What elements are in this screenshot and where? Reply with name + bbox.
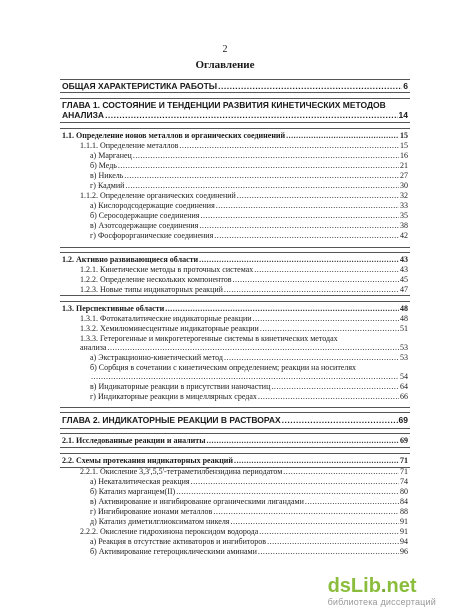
toc-entry-text: 1.1.2. Определение органических соединений [80, 191, 236, 200]
toc-entry[interactable] [90, 477, 408, 486]
toc-chapter-1-line-2[interactable] [62, 111, 408, 120]
toc-entry-text: д) Катализ диметилглиоксиматом никеля [90, 517, 230, 526]
toc-entry-page: 15 [400, 141, 408, 150]
toc-entry[interactable] [90, 487, 408, 496]
toc-entry-text: а) Реакция в отсутствие активаторов и ингибиторов [90, 537, 267, 546]
toc-entry[interactable] [80, 191, 408, 200]
toc-entry[interactable] [90, 211, 408, 220]
divider [60, 92, 410, 93]
toc-entry-page: 27 [400, 171, 408, 180]
toc-entry-page: 48 [400, 314, 408, 323]
toc-chapter-1-line-1[interactable]: ГЛАВА 1. СОСТОЯНИЕ И ТЕНДЕНЦИИ РАЗВИТИЯ КИНЕТИЧЕСКИХ МЕТОДОВ [62, 100, 386, 110]
toc-entry-page: 96 [400, 547, 408, 556]
toc-entry[interactable] [80, 275, 408, 284]
toc-entry[interactable] [80, 314, 408, 323]
toc-entry-page: 38 [400, 221, 408, 230]
toc-entry-text: а) Марганец [90, 151, 132, 160]
toc-entry-page: 33 [400, 201, 408, 210]
toc-entry-text: в) Азотсодержащие соединения [90, 221, 199, 230]
divider [60, 433, 410, 434]
document-title: Оглавление [195, 59, 255, 71]
watermark-subtitle: библиотека диссертаций [327, 597, 436, 607]
toc-entry-page: 53 [400, 353, 408, 362]
toc-entry[interactable] [90, 497, 408, 506]
divider [60, 295, 410, 296]
divider [60, 453, 410, 454]
toc-entry[interactable] [80, 265, 408, 274]
toc-entry[interactable] [90, 151, 408, 160]
divider [60, 98, 410, 99]
toc-entry-sorption-line-2[interactable] [90, 372, 408, 381]
toc-entry-page: 64 [400, 382, 408, 391]
toc-entry[interactable] [90, 382, 408, 391]
toc-entry[interactable] [90, 231, 408, 240]
watermark-logo [328, 575, 436, 597]
toc-entry-page: 6 [403, 81, 408, 91]
toc-entry[interactable] [90, 181, 408, 190]
toc-entry[interactable] [90, 537, 408, 546]
toc-entry-text: в) Никель [90, 171, 124, 180]
toc-entry-page: 14 [398, 110, 408, 120]
divider [60, 128, 410, 129]
toc-entry-text: 1.3. Перспективные области [62, 304, 165, 313]
toc-entry-page: 15 [400, 131, 408, 140]
divider [60, 79, 410, 80]
toc-entry-text: г) Кадмий [90, 181, 125, 190]
watermark-logo-tld: net [386, 575, 417, 597]
toc-entry-page: 69 [400, 436, 408, 445]
toc-entry[interactable] [90, 171, 408, 180]
toc-entry-text: б) Серосодержащие соединения [90, 211, 200, 220]
toc-entry[interactable] [90, 353, 408, 362]
toc-entry[interactable] [90, 221, 408, 230]
toc-entry-text: 2.1. Исследованные реакции и аналиты [62, 436, 206, 445]
toc-entry[interactable] [90, 517, 408, 526]
toc-entry-text: АНАЛИЗА [62, 110, 105, 120]
toc-entry-text: в) Индикаторные реакции в присутствии наночастиц [90, 382, 271, 391]
toc-entry-text: анализа [80, 343, 107, 352]
toc-entry-page: 66 [400, 392, 408, 401]
toc-entry-page: 53 [400, 343, 408, 352]
toc-entry-text: 1.3.1. Фотокаталитические индикаторные реакции [80, 314, 252, 323]
toc-entry-page: 35 [400, 211, 408, 220]
toc-chapter-2[interactable] [62, 416, 408, 425]
divider [60, 428, 410, 429]
toc-entry-text: а) Некаталитическая реакция [90, 477, 190, 486]
divider [60, 252, 410, 253]
toc-entry-text: 1.2.1. Кинетические методы в проточных системах [80, 265, 254, 274]
toc-entry-page: 21 [400, 161, 408, 170]
toc-entry-text: ОБЩАЯ ХАРАКТЕРИСТИКА РАБОТЫ [62, 81, 218, 91]
toc-entry-page: 16 [400, 151, 408, 160]
toc-entry-page: 48 [400, 304, 408, 313]
toc-entry[interactable] [62, 131, 408, 140]
toc-entry[interactable] [90, 201, 408, 210]
toc-entry[interactable] [80, 527, 408, 536]
watermark [328, 575, 436, 608]
divider [60, 247, 410, 248]
toc-entry-text: 1.1.1. Определение металлов [80, 141, 179, 150]
toc-entry-1-3-3-line-2[interactable] [80, 343, 408, 352]
toc-entry-page: 54 [400, 372, 408, 381]
toc-entry-text: 2.2. Схемы протекания индикаторных реакций [62, 456, 234, 465]
toc-entry-text: 1.1. Определение ионов металлов и органических соединений [62, 131, 286, 140]
page-number: 2 [222, 44, 228, 55]
toc-entry[interactable] [62, 304, 408, 313]
toc-entry[interactable] [80, 324, 408, 333]
toc-entry-page: 71 [400, 456, 408, 465]
toc-entry[interactable] [90, 161, 408, 170]
toc-entry[interactable] [80, 141, 408, 150]
toc-entry-page: 43 [400, 255, 408, 264]
toc-entry-page: 32 [400, 191, 408, 200]
toc-entry-text: а) Кислородсодержащие соединения [90, 201, 215, 210]
toc-entry-page: 91 [400, 517, 408, 526]
toc-entry-text: а) Экстракционно-кинетический метод [90, 353, 223, 362]
toc-entry-text: б) Активирование гетероциклическими аминами [90, 547, 257, 556]
toc-entry-page: 47 [400, 285, 408, 294]
toc-entry-page: 42 [400, 231, 408, 240]
divider [60, 122, 410, 123]
toc-entry-text: б) Катализ марганцем(II) [90, 487, 176, 496]
toc-entry-text: ГЛАВА 2. ИНДИКАТОРНЫЕ РЕАКЦИИ В РАСТВОРАХ [62, 415, 281, 425]
toc-entry-text: 1.2.2. Определение нескольких компонентов [80, 275, 232, 284]
divider [60, 412, 410, 413]
toc-entry-page: 69 [398, 415, 408, 425]
toc-entry-text: г) Индикаторные реакции в мицеллярных средах [90, 392, 257, 401]
toc-entry-text: 1.2.3. Новые типы индикаторных реакций [80, 285, 223, 294]
toc-entry-general[interactable] [62, 82, 408, 91]
toc-entry-page: 71 [400, 467, 408, 476]
watermark-logo-dot: . [380, 575, 387, 597]
divider [60, 301, 410, 302]
toc-entry[interactable] [90, 547, 408, 556]
toc-entry-text: 1.2. Активно развивающиеся области [62, 255, 199, 264]
divider [60, 407, 410, 408]
toc-entry-sorption-line-1[interactable]: б) Сорбция в сочетании с кинетическим определением; реакции на носителях [90, 363, 357, 372]
toc-entry-text: 2.2.2. Окисление гидрохинона пероксидом водорода [80, 527, 259, 536]
toc-entry[interactable] [90, 507, 408, 516]
toc-entry-page: 80 [400, 487, 408, 496]
toc-entry-1-3-3-line-1[interactable]: 1.3.3. Гетерогенные и микрогетерогенные системы в кинетических методах [80, 334, 338, 343]
watermark-logo-main: dsLib [327, 575, 381, 597]
toc-entry-page: 51 [400, 324, 408, 333]
toc-entry-page: 84 [400, 497, 408, 506]
toc-entry-text: г) Ингибирование ионами металлов [90, 507, 213, 516]
toc-entry-page: 74 [400, 477, 408, 486]
toc-entry-text: в) Активирование и ингибирование органическими лигандами [90, 497, 304, 506]
toc-entry[interactable] [80, 467, 408, 476]
toc-entry[interactable] [62, 436, 408, 445]
toc-entry[interactable] [62, 255, 408, 264]
toc-entry-page: 43 [400, 265, 408, 274]
toc-entry-text: 2.2.1. Окисление 3,3',5,5'-тетраметилбензидина периодатом [80, 467, 283, 476]
toc-entry-page: 91 [400, 527, 408, 536]
toc-entry-text: г) Фосфорорганические соединения [90, 231, 214, 240]
toc-entry-page: 30 [400, 181, 408, 190]
toc-entry-text: 1.3.2. Хемилюминесцентные индикаторные реакции [80, 324, 259, 333]
toc-entry[interactable] [90, 392, 408, 401]
toc-entry[interactable] [62, 456, 408, 465]
toc-entry-page: 88 [400, 507, 408, 516]
toc-entry-text: б) Медь [90, 161, 117, 170]
toc-entry-page: 94 [400, 537, 408, 546]
toc-entry[interactable] [80, 285, 408, 294]
toc-entry-page: 45 [400, 275, 408, 284]
divider [60, 447, 410, 448]
